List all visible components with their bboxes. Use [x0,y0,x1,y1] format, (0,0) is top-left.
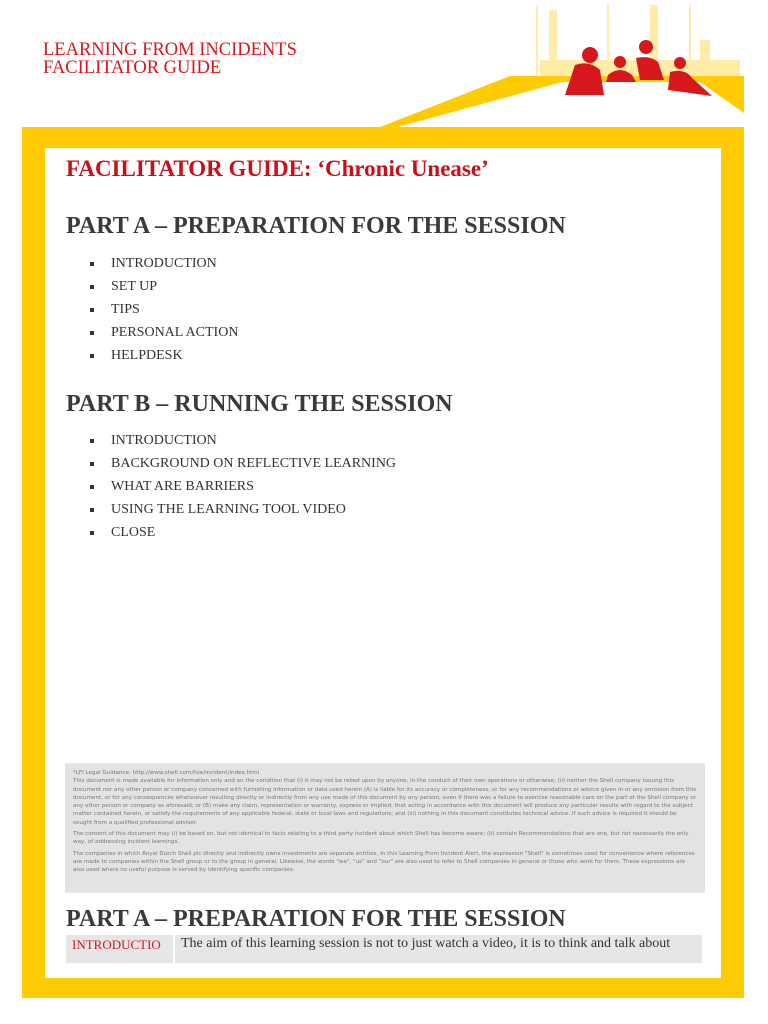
header-title [43,41,297,77]
section-heading: PART A – PREPARATION FOR THE SESSION [66,906,566,932]
list-item: INTRODUCTION [88,254,238,277]
legal-paragraph: The companies in which Royal Dutch Shell plc directly and indirectly owns investments are separate entities. In this Learning From Incident Alert, the expression "Shell" is sometimes used for convenience where references are made to companies within the Shell group or to the group in general. Likewise, the words "we", "us" and "our" are also used to refer to Shell companies in general or those who work for them. These expressions are also used where no useful purpose is served by identifying specific companies. [73,850,695,874]
part-b-list [88,431,396,546]
list-item: PERSONAL ACTION [88,323,238,346]
list-item: USING THE LEARNING TOOL VIDEO [88,500,396,523]
table-cell-label: INTRODUCTIO [66,935,175,963]
list-item: TIPS [88,300,238,323]
list-item: INTRODUCTION [88,431,396,454]
legal-link: *LFI Legal Guidance- http://www.shell.com/hse/incident/index.html [73,770,260,776]
legal-disclaimer [65,763,705,893]
page-content [45,148,721,978]
part-a-heading: PART A – PREPARATION FOR THE SESSION [66,213,566,239]
header-line-1: LEARNING FROM INCIDENTS [43,40,297,60]
list-item: SET UP [88,277,238,300]
list-item: BACKGROUND ON REFLECTIVE LEARNING [88,454,396,477]
list-item: WHAT ARE BARRIERS [88,477,396,500]
part-a-list [88,254,238,369]
table-row [66,935,702,963]
legal-paragraph: This document is made available for information only and on the condition that (i) it may not be relied upon by anyone, in the conduct of their own operations or otherwise; (ii) neither the Shell company issuing this document nor any other person or company concerned with furnishing information or data used herein (A) is liable for its accuracy or completeness, or for any recommendations or advice given in or any omission from this document, or for any consequences whatsoever resulting directly or indirectly from any use made of this document by any person, even if there was a failure to exercise reasonable care on the part of the Shell company or any other person or company as aforesaid; or (B) make any claim, representation or warranty, express or implied, that acting in accordance with this document will produce any particular results with regard to the subject matter contained herein, or satisfy the requirements of any applicable federal, state or local laws and regulations; and (iii) nothing in this document constitutes technical advice. If such advice is required it should be sought from a qualified professional adviser. [73,778,697,826]
guide-title: FACILITATOR GUIDE: ‘Chronic Unease’ [66,156,489,181]
table-cell-text: The aim of this learning session is not to just watch a video, it is to think and talk about [181,936,671,951]
legal-paragraph: The content of this document may (i) be based on, but not identical to facts relating to a third party incident about which Shell has become aware; (ii) contain Recommendations that are one, but not necessarily the only way, of addressing incident learnings. [73,831,689,846]
list-item: CLOSE [88,523,396,546]
header-line-2: FACILITATOR GUIDE [43,58,222,78]
part-b-heading: PART B – RUNNING THE SESSION [66,391,453,417]
list-item: HELPDESK [88,346,238,369]
